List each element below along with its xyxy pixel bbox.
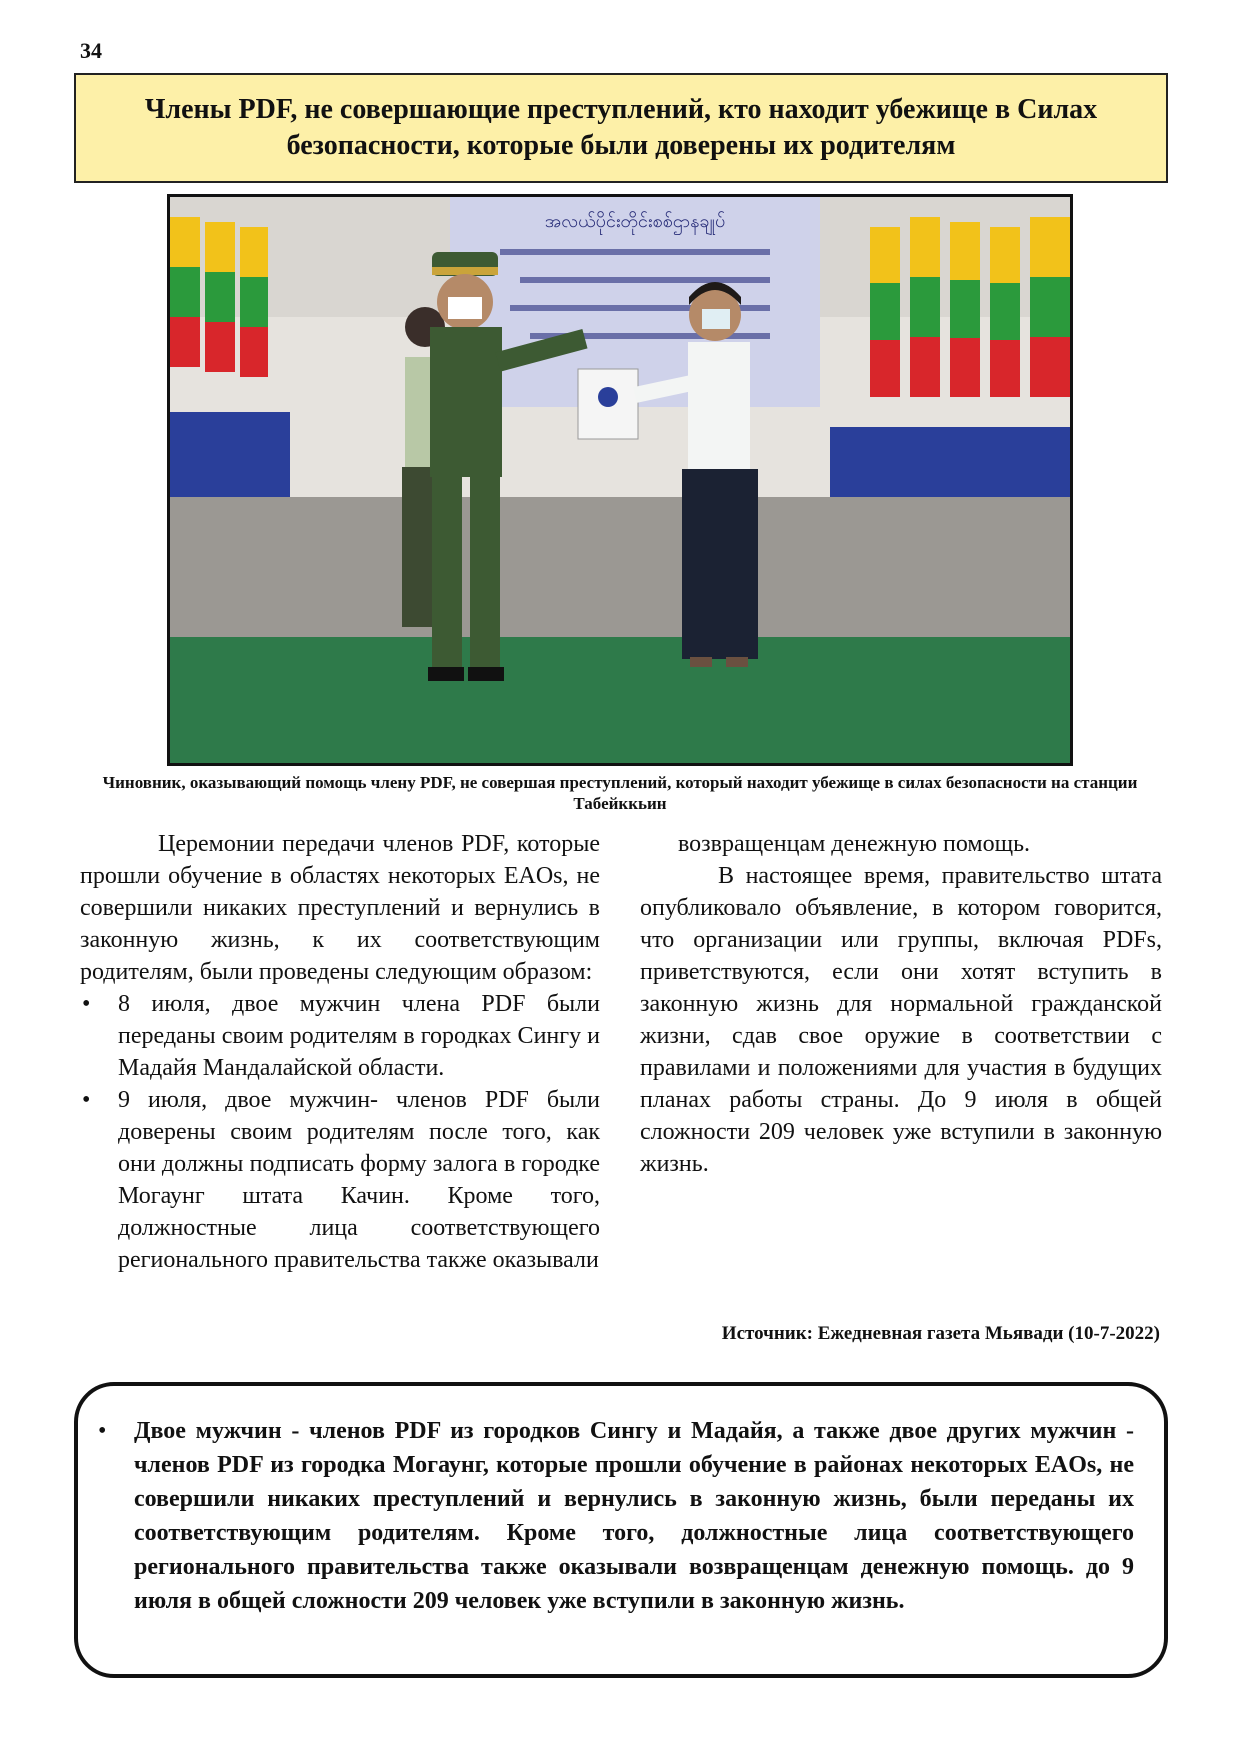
article-intro: Церемонии передачи членов PDF, которые прошли обучение в областях некоторых EAOs, не совершили никаких преступлений и вернулись в законную жизнь, к их соответствующим родителям, были проведены следующим образом: [80, 831, 600, 985]
page-title: Члены PDF, не совершающие преступлений, кто находит убежище в Силах безопасности, которые были доверены их родителям [74, 73, 1168, 183]
ceremony-photo [167, 194, 1073, 766]
bullet-icon: • [82, 991, 91, 1017]
bullet-icon: • [98, 1418, 107, 1444]
bullet-text: 8 июля, двое мужчин члена PDF были переданы своим родителям в городках Сингу и Мадайя Мандалайской области. [118, 991, 600, 1081]
flags-left [170, 217, 268, 377]
summary-box [74, 1382, 1168, 1678]
screen-text: အလယ်ပိုင်းတိုင်းစစ်ဌာနချုပ် [544, 211, 726, 232]
bullet-continuation: возвращенцам денежную помощь. [678, 831, 1031, 857]
summary-text: Двое мужчин - членов PDF из городков Сингу и Мадайя, а также двое других мужчин - членов PDF из городка Могаунг, которые прошли обучение в районах некоторых EAOs, не совершили никаких преступлений и вернулись в законную жизнь, были переданы их соответствующим родителям. Кроме того, должностные лица соответствующего регионального правительства также оказывали возвращенцам денежную помощь. до 9 июля в общей сложности 209 человек уже вступили в законную жизнь. [134, 1418, 1134, 1614]
list-item [80, 1084, 600, 1276]
article-bullet-list [80, 988, 600, 1276]
bullet-text: 9 июля, двое мужчин- членов PDF были доверены своим родителям после того, как они должны подписать форму залога в городке Могаунг штата Качин. Кроме того, должностные лица соответствующего регионального правительства также оказывали [118, 1087, 600, 1273]
summary-item [98, 1414, 1134, 1618]
photo-caption: Чиновник, оказывающий помощь члену PDF, не совершая преступлений, который находит убежище в силах безопасности на станции Табейккьин [102, 773, 1138, 813]
bullet-icon: • [82, 1087, 91, 1113]
page-number: 34 [80, 38, 102, 63]
flags-right [870, 217, 1070, 397]
article-paragraph: В настоящее время, правительство штата опубликовало объявление, в котором говорится, что организации или группы, включая PDFs, приветствуются, если они хотят вступить в законную жизнь для нормальной гражданской жизни, сдав свое оружие в соответствии с правилами и положениями для участия в будущих планах работы страны. До 9 июля в общей сложности 209 человек уже вступили в законную жизнь. [640, 863, 1162, 1177]
article-column-right [640, 828, 1162, 1180]
article-column-left [80, 828, 600, 1276]
list-item [80, 988, 600, 1084]
source-credit: Источник: Ежедневная газета Мьявади (10-7-2022) [721, 1323, 1160, 1344]
ceremony-photo-illustration [170, 197, 1070, 763]
